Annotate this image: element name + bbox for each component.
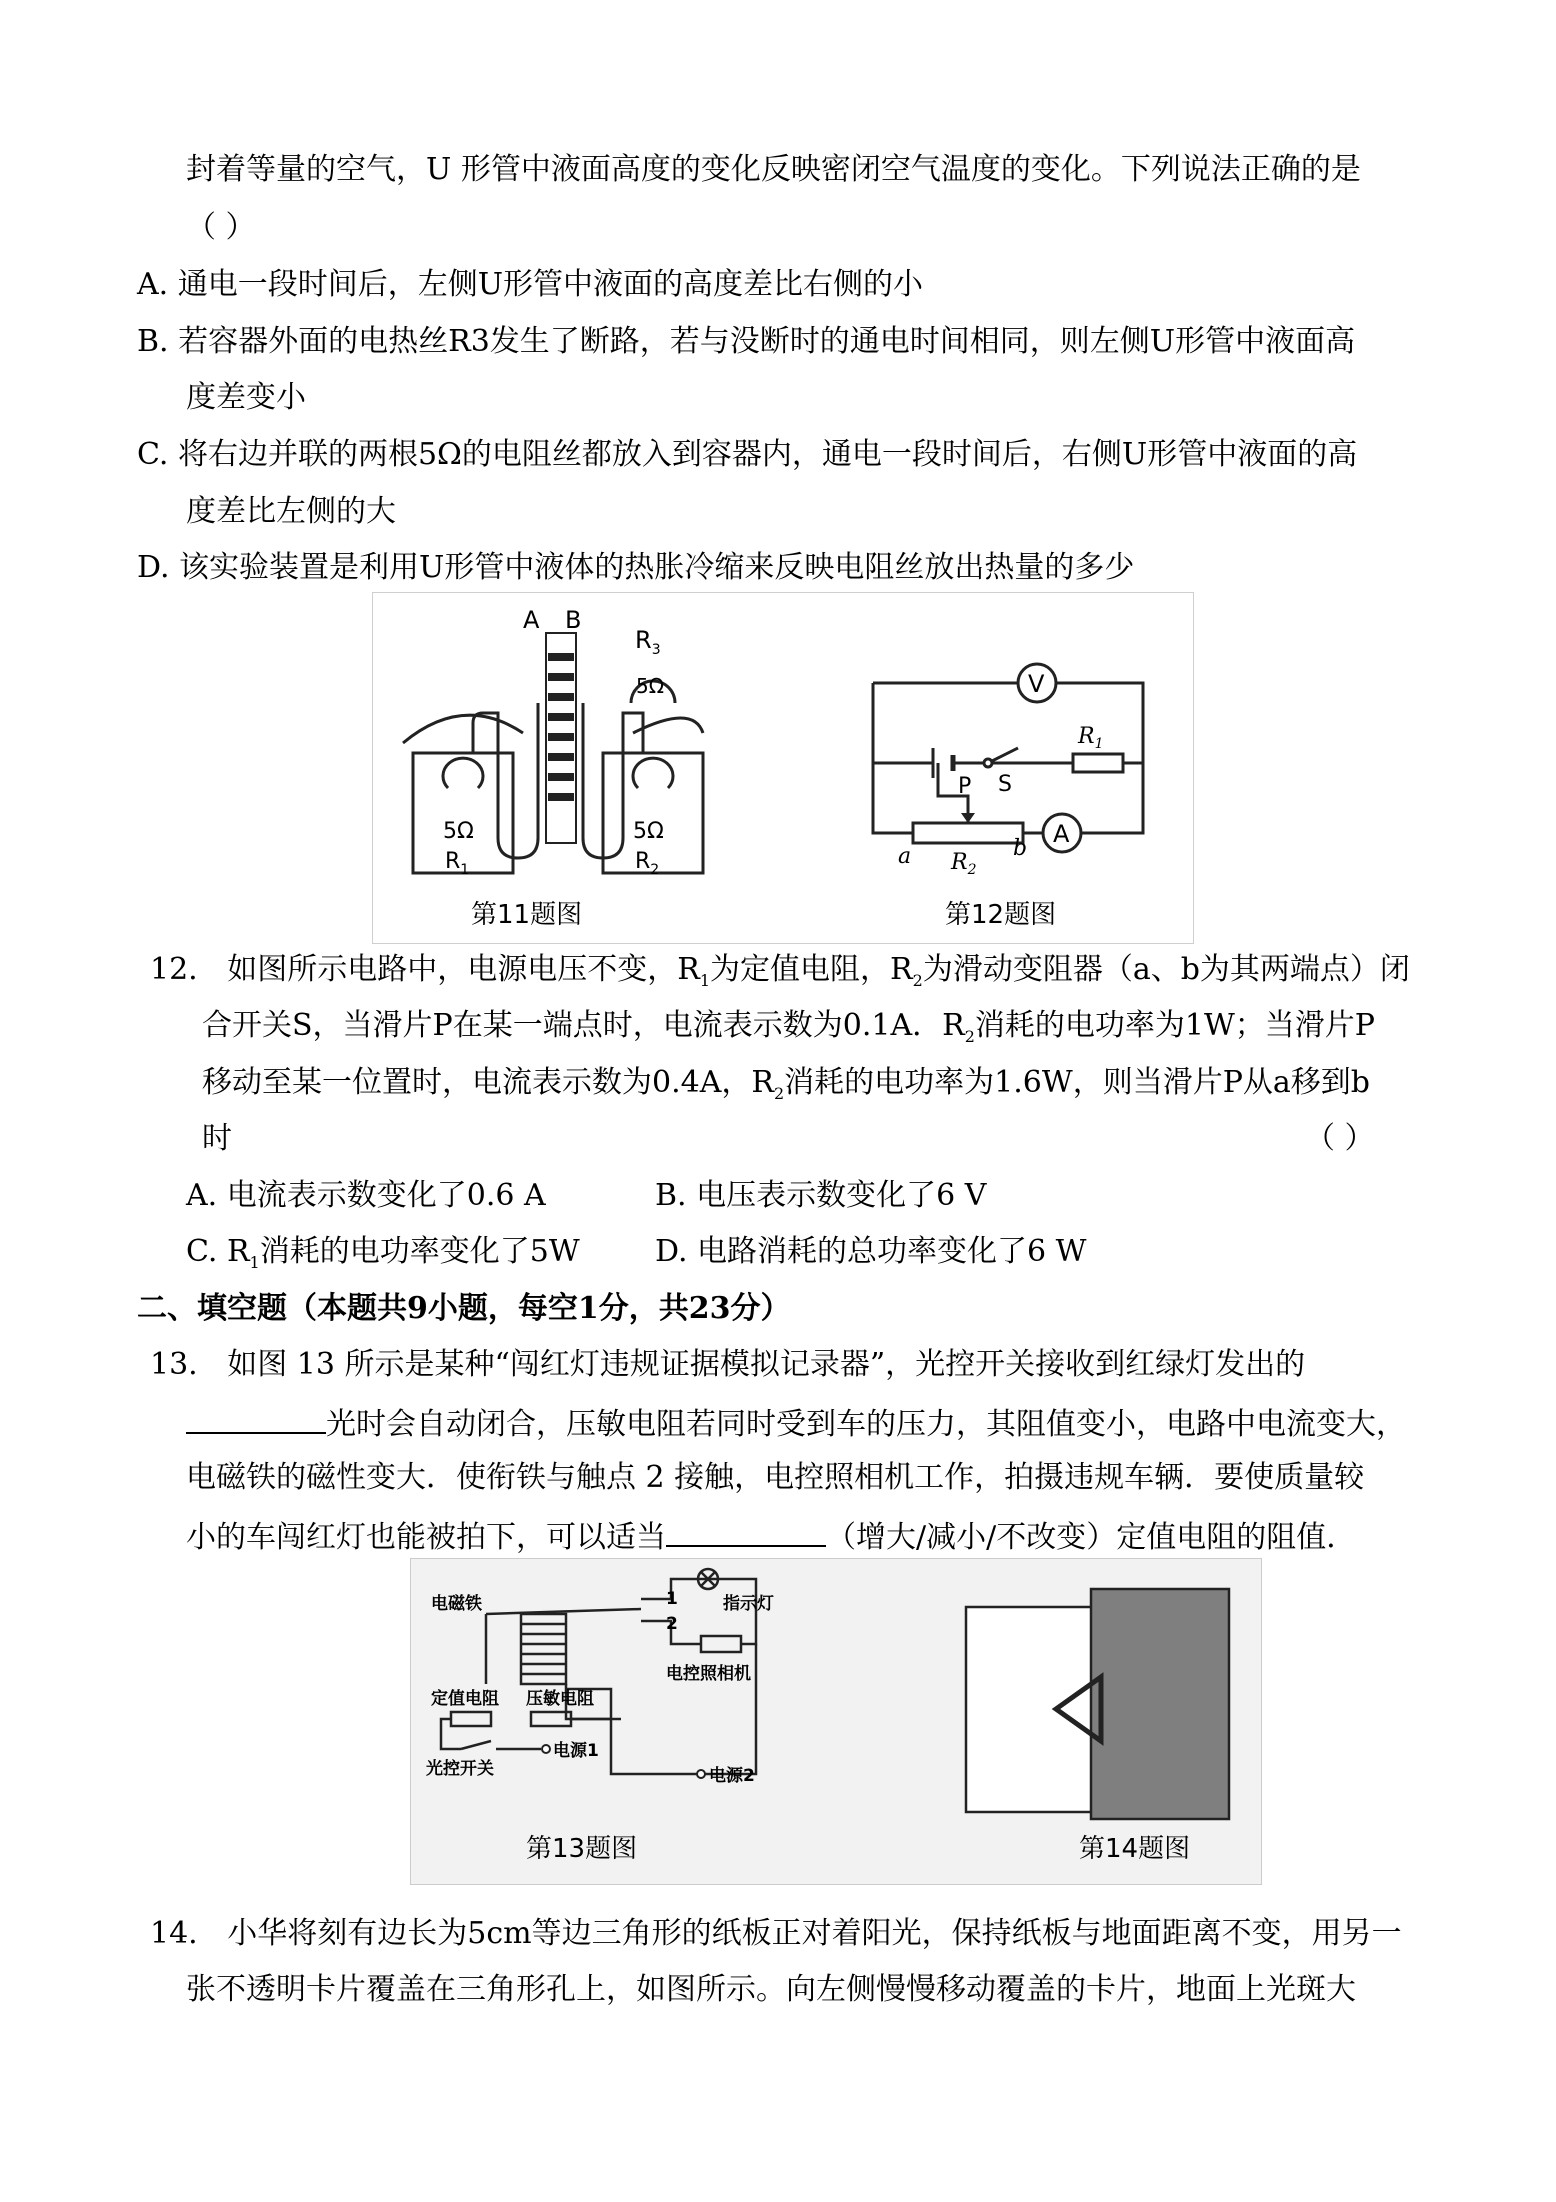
fig13-source1-label: 电源1 xyxy=(553,1741,599,1761)
q12-opt-c-part2: 消耗的电功率变化了5W xyxy=(259,1234,580,1269)
light-switch-blade xyxy=(461,1741,491,1749)
q12-l1-sub2: 2 xyxy=(912,971,923,990)
q12-l3-part2: 消耗的电功率为1.6W，则当滑片P从a移到b xyxy=(784,1065,1370,1100)
fig12-r1-letter: R xyxy=(1078,724,1095,749)
q13-number: 13. xyxy=(150,1347,198,1382)
fig11-caption: 第11题图 xyxy=(471,900,583,930)
fig11-label-r1 xyxy=(445,849,469,878)
fig13-indicator-label: 指示灯 xyxy=(723,1594,774,1614)
q13-line1 xyxy=(150,1345,1305,1385)
q13-l1-text: 如图 13 所示是某种“闯红灯违规证据模拟记录器”，光控开关接收到红绿灯发出的 xyxy=(227,1347,1306,1382)
fig13-electromagnet-label: 电磁铁 xyxy=(431,1594,482,1614)
q12-l2-part1: 合开关S，当滑片P在某一端点时，电流表示数为0.1A．R xyxy=(202,1008,965,1043)
fig12-slider-label: P xyxy=(958,774,972,799)
fixed-resistor-symbol xyxy=(451,1712,491,1726)
fig11-r3-value: 5Ω xyxy=(636,674,665,698)
fig11-label-r3 xyxy=(635,626,661,658)
r2-symbol xyxy=(913,823,1023,843)
fig12-r2-label xyxy=(950,850,977,878)
fig13-contact2-label: 2 xyxy=(666,1614,678,1634)
q12-opt-c-sub: 1 xyxy=(249,1253,260,1272)
figure-13-14-drawing xyxy=(411,1559,1261,1884)
q14-line1 xyxy=(150,1914,1402,1954)
fig13-pressure-resistor-label: 压敏电阻 xyxy=(526,1689,594,1709)
q13-line3: 电磁铁的磁性变大．使衔铁与触点 2 接触，电控照相机工作，拍摄违规车辆．要使质量较 xyxy=(186,1460,1365,1495)
q13-l2-text: 光时会自动闭合，压敏电阻若同时受到车的压力，其阻值变小，电路中电流变大， xyxy=(326,1407,1406,1442)
q12-option-a: A. 电流表示数变化了0.6 A xyxy=(186,1178,546,1213)
q12-l1-part3: 为滑动变阻器（a、b为其两端点）闭 xyxy=(922,952,1410,987)
q12-l1-part2: 为定值电阻，R xyxy=(710,952,913,987)
fig12-r2-sub: 2 xyxy=(967,862,977,878)
figure-11-12-drawing xyxy=(373,593,1193,943)
q12-l1-sub1: 1 xyxy=(699,971,711,990)
q12-l2-sub: 2 xyxy=(964,1027,975,1046)
q12-line2 xyxy=(202,1006,1375,1057)
q13-blank-1[interactable] xyxy=(186,1402,326,1434)
q11-option-a: A. 通电一段时间后，左侧U形管中液面的高度差比右侧的小 xyxy=(137,267,924,302)
q14-line2: 张不透明卡片覆盖在三角形孔上，如图所示。向左侧慢慢移动覆盖的卡片，地面上光斑大 xyxy=(186,1972,1356,2007)
fig14-caption: 第14题图 xyxy=(1079,1834,1191,1864)
right-resistor-coil xyxy=(633,758,673,788)
fig11-left-value: 5Ω xyxy=(443,819,474,844)
q12-option-b: B. 电压表示数变化了6 V xyxy=(655,1178,987,1213)
fig11-label-b: B xyxy=(565,606,582,634)
fig11-r1-letter: R xyxy=(445,849,461,874)
q12-line4: 时 xyxy=(202,1121,232,1156)
q13-blank-2[interactable] xyxy=(666,1515,826,1547)
fig12-voltmeter-label: V xyxy=(1028,670,1045,698)
fig12-caption: 第12题图 xyxy=(945,900,1057,930)
q12-l3-sub: 2 xyxy=(773,1084,785,1103)
q13-l4-part1: 小的车闯红灯也能被拍下，可以适当 xyxy=(186,1520,666,1555)
fig11-r2-sub: 2 xyxy=(650,862,660,878)
fig11-r3-sub: 3 xyxy=(651,642,661,658)
q11-option-d: D. 该实验装置是利用U形管中液体的热胀冷缩来反映电阻丝放出热量的多少 xyxy=(137,550,1135,585)
q12-opt-c-part1: C. R xyxy=(186,1234,250,1269)
fig11-label-r2 xyxy=(635,849,659,878)
q12-line3 xyxy=(202,1063,1370,1114)
q13-l4-part2: （增大/减小/不改变）定值电阻的阻值． xyxy=(826,1520,1357,1555)
r1-symbol xyxy=(1073,754,1123,772)
q13-line2 xyxy=(186,1402,1406,1445)
source1-terminal xyxy=(542,1745,550,1753)
fig12-r1-label xyxy=(1077,724,1104,752)
section-2-heading: 二、填空题（本题共9小题，每空1分，共23分） xyxy=(137,1291,791,1326)
q12-l3-part1: 移动至某一位置时，电流表示数为0.4A，R xyxy=(202,1065,774,1100)
fig11-r2-letter: R xyxy=(635,849,651,874)
q11-option-b-line2: 度差变小 xyxy=(186,380,306,415)
figure-12-switch xyxy=(973,748,1063,767)
figure-13-14-panel xyxy=(410,1558,1262,1885)
q12-line1 xyxy=(150,950,1410,1001)
q13-line4 xyxy=(186,1515,1356,1558)
fig13-camera-label: 电控照相机 xyxy=(666,1664,751,1684)
fig13-fixed-resistor-label: 定值电阻 xyxy=(431,1689,499,1709)
source2-terminal xyxy=(697,1770,705,1778)
q11-answer-paren: （ ） xyxy=(186,210,256,245)
fig12-end-b: b xyxy=(1013,836,1028,861)
q12-option-c xyxy=(186,1232,580,1283)
fig11-r3-letter: R xyxy=(635,626,652,654)
q12-l2-part2: 消耗的电功率为1W；当滑片P xyxy=(974,1008,1375,1043)
q12-option-d: D. 电路消耗的总功率变化了6 W xyxy=(655,1234,1087,1269)
fig13-source2-label: 电源2 xyxy=(709,1766,755,1786)
q11-option-c-line2: 度差比左侧的大 xyxy=(186,494,396,529)
figure-11-12-panel xyxy=(372,592,1194,944)
opaque-card xyxy=(1091,1589,1229,1819)
fig13-caption: 第13题图 xyxy=(526,1834,638,1864)
figure-12-battery xyxy=(933,748,953,778)
q12-answer-paren: （ ） xyxy=(1305,1121,1375,1156)
q14-number: 14. xyxy=(150,1916,198,1951)
left-resistor-coil xyxy=(443,758,483,788)
left-wire-arc xyxy=(403,715,523,743)
fig13-light-switch-label: 光控开关 xyxy=(426,1759,494,1779)
fig12-r2-letter: R xyxy=(951,850,968,875)
fig11-r1-sub: 1 xyxy=(460,862,470,878)
q11-stem-line1: 封着等量的空气，U 形管中液面高度的变化反映密闭空气温度的变化。下列说法正确的是 xyxy=(186,152,1361,187)
q11-option-b-line1: B. 若容器外面的电热丝R3发生了断路，若与没断时的通电时间相同，则左侧U形管中液面高 xyxy=(137,324,1356,359)
camera-box xyxy=(701,1636,741,1652)
fig11-right-value: 5Ω xyxy=(633,819,664,844)
q12-number: 12. xyxy=(150,952,198,987)
q11-option-c-line1: C. 将右边并联的两根5Ω的电阻丝都放入到容器内，通电一段时间后，右侧U形管中液面的高 xyxy=(137,437,1358,472)
fig12-switch-label: S xyxy=(998,772,1012,797)
q14-l1-text: 小华将刻有边长为5cm等边三角形的纸板正对着阳光，保持纸板与地面距离不变，用另一 xyxy=(227,1916,1402,1951)
fig12-ammeter-label: A xyxy=(1053,820,1070,848)
fig12-r1-sub: 1 xyxy=(1094,736,1104,752)
figure-12-circuit xyxy=(873,664,1143,852)
fig11-label-a: A xyxy=(523,606,540,634)
fig13-contact1-label: 1 xyxy=(666,1589,678,1609)
fig12-end-a: a xyxy=(898,844,912,869)
figure-11-scale-marks xyxy=(548,653,574,801)
q12-l1-part1: 如图所示电路中，电源电压不变，R xyxy=(227,952,700,987)
